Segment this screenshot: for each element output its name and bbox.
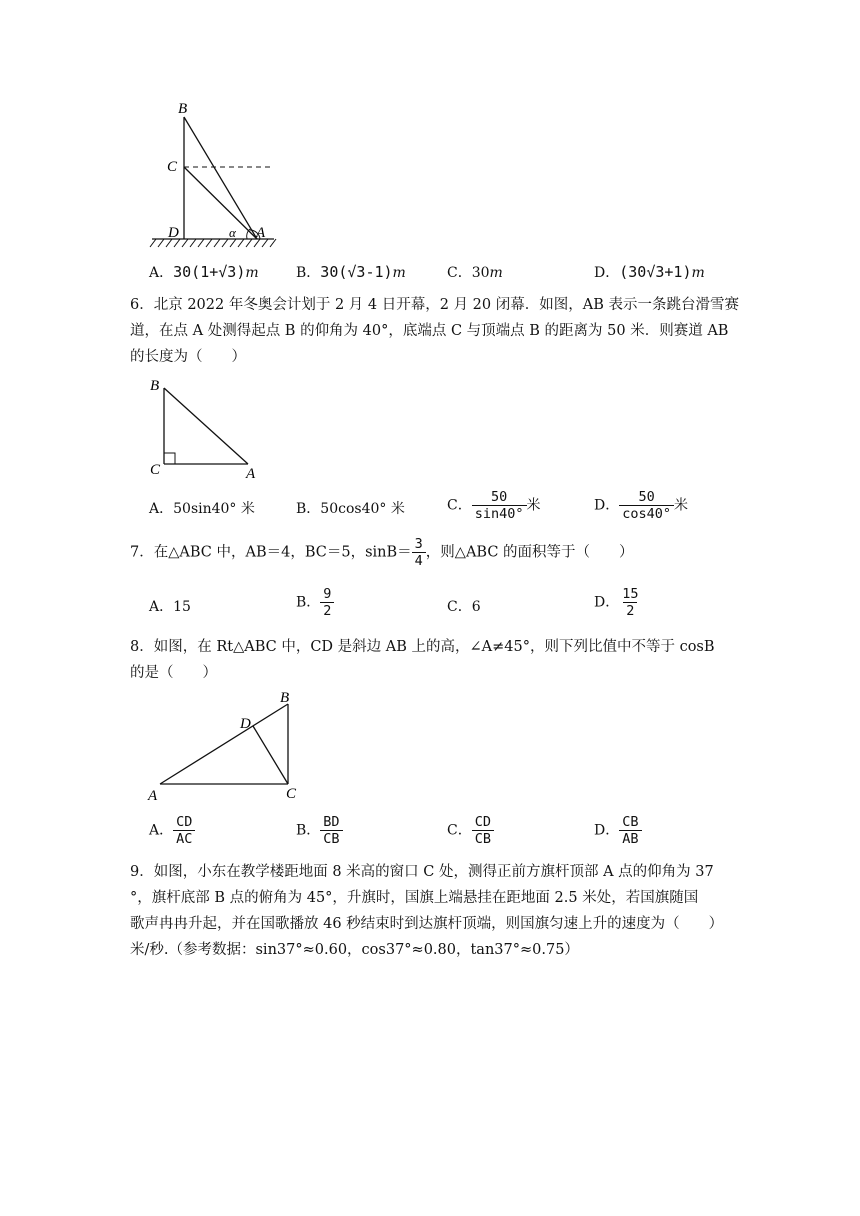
q5-option-d[interactable]: D．(30√3+1)m [594,263,705,281]
label-B: B [280,690,290,706]
q9-line-1: 9．如图，小东在教学楼距地面 8 米高的窗口 C 处，测得正前方旗杆顶部 A 点的仰角为 37 [130,864,714,880]
q7-option-a[interactable]: A．15 [149,599,191,615]
q8-option-c[interactable]: C． $\frac{CD}{CB}$ [447,814,494,847]
q6-option-d[interactable]: D． $\frac{50}{\cos 40^\circ}$ 米 [594,489,689,522]
q8-option-d[interactable]: D． $\frac{CB}{AB}$ [594,814,642,847]
q8-line-1: 8．如图，在 Rt△ABC 中，CD 是斜边 AB 上的高，∠A≠45°，则下列比值中不等于 cosB [130,639,715,655]
label-B: B [150,378,160,394]
label-A: A [246,466,256,482]
label-C: C [167,159,178,175]
q9-line-3: 歌声冉冉升起，并在国歌播放 46 秒结束时到达旗杆顶端，则国旗匀速上升的速度为（ ） [130,916,724,932]
q6-option-c[interactable]: C． $\frac{50}{\sin 40^\circ}$ 米 [447,489,541,522]
figure-q8 [140,688,310,808]
figure-q6 [140,372,270,482]
label-A: A [148,788,158,804]
q5-option-c[interactable]: C．30m [447,265,503,281]
label-D: D [240,716,251,732]
label-B: B [178,101,188,117]
label-C: C [150,462,161,478]
q9-line-4: 米/秒.（参考数据：sin37°≈0.60，cos37°≈0.80，tan37°≈0.75） [130,942,579,958]
q6-option-b[interactable]: B．50cos40° 米 [296,501,405,517]
label-A: A [256,225,266,241]
q6-line-2: 道，在点 A 处测得起点 B 的仰角为 40°，底端点 C 与顶端点 B 的距离为 50 米．则赛道 AB [130,323,729,339]
q5-option-b[interactable]: B．30(√3-1)m [296,263,406,281]
q6-option-a[interactable]: A．50sin40° 米 [149,501,255,517]
q5-option-a[interactable]: A．30(1+√3)m [149,263,259,281]
q8-line-2: 的是（ ） [130,665,217,681]
label-C: C [286,786,297,802]
q8-option-a[interactable]: A． $\frac{CD}{AC}$ [149,814,195,847]
q8-option-b[interactable]: B． $\frac{BD}{CB}$ [296,814,343,847]
figure-q5 [140,95,290,255]
q7-option-b[interactable]: B． $\frac{9}{2}$ [296,586,334,619]
label-D: D [168,225,179,241]
q6-line-3: 的长度为（ ） [130,349,246,365]
q7-option-d[interactable]: D． $\frac{15}{2}$ [594,586,639,619]
q6-line-1: 6．北京 2022 年冬奥会计划于 2 月 4 日开幕，2 月 20 闭幕．如图，AB 表示一条跳台滑雪赛 [130,297,739,313]
q7-option-c[interactable]: C．6 [447,599,481,615]
q9-line-2: °，旗杆底部 B 点的俯角为 45°，升旗时，国旗上端悬挂在距地面 2.5 米处，若国旗随国 [130,890,699,906]
q7-stem: 7．在△ABC 中，AB＝4，BC＝5，sinB＝ $\frac{3}{4}$ ，则△ABC 的面积等于（ ） [130,536,634,569]
label-alpha: α [229,225,236,240]
